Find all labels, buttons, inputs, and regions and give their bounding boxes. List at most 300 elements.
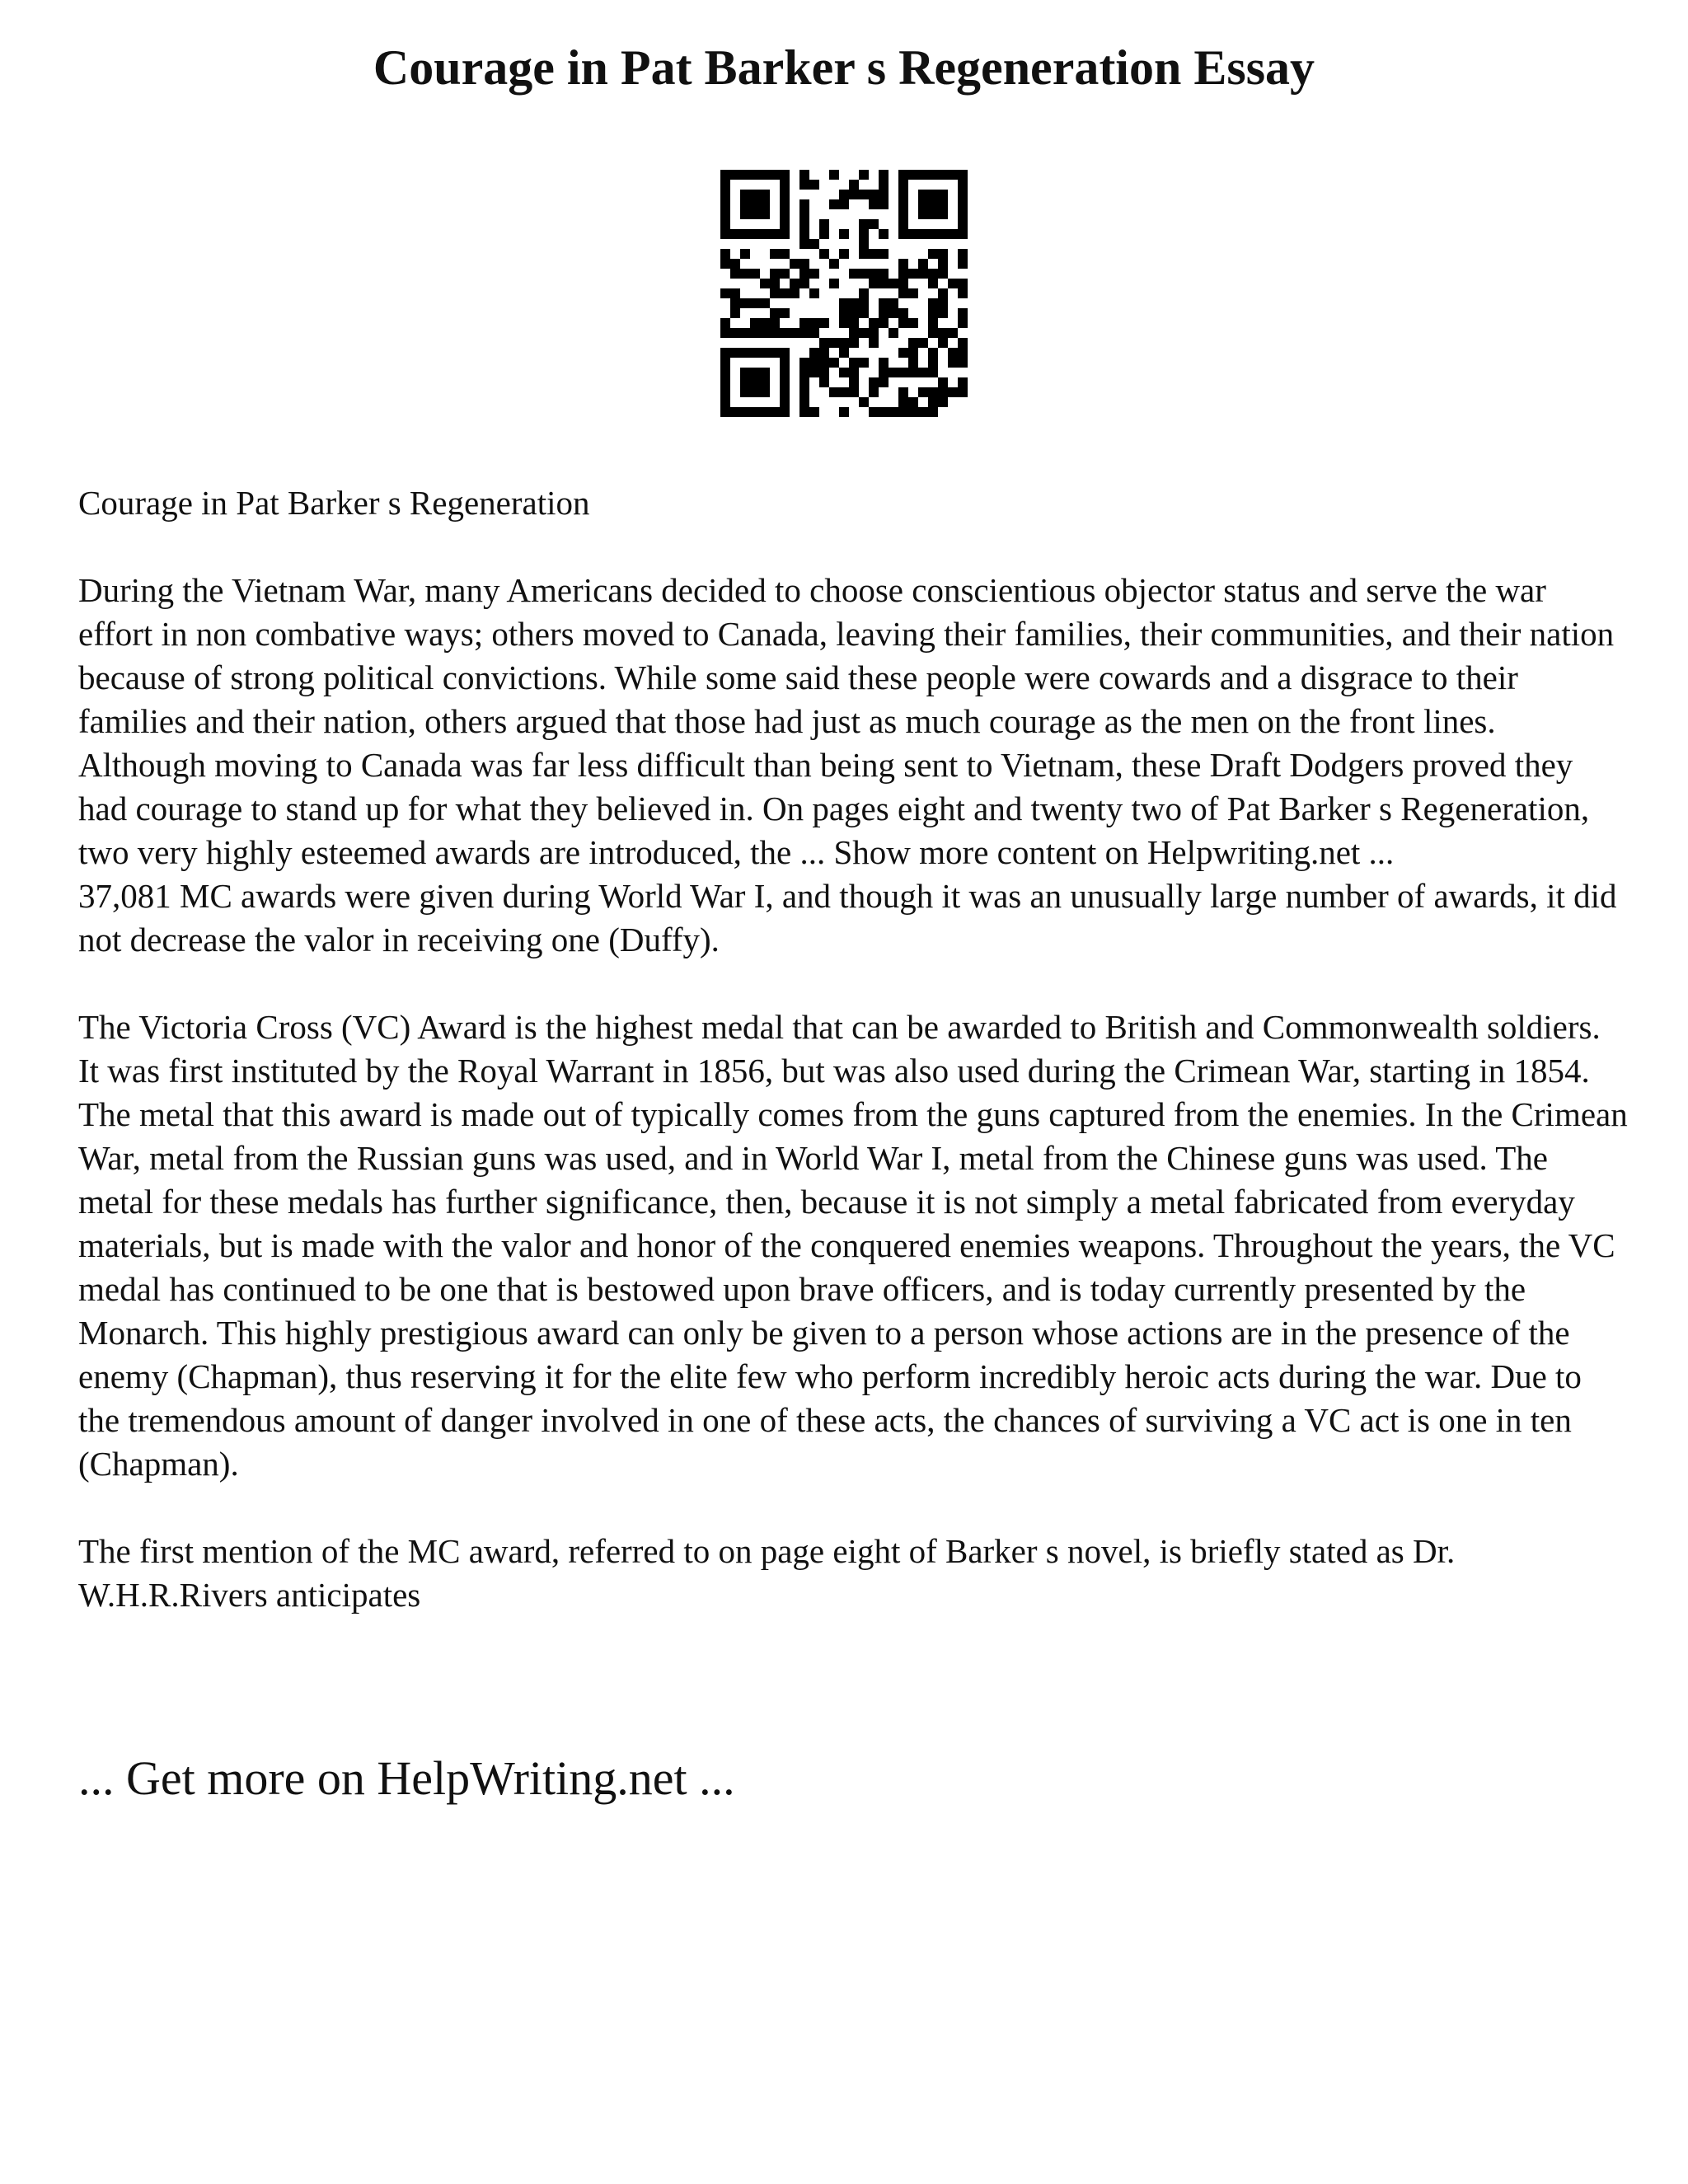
qr-module xyxy=(750,199,760,209)
qr-module xyxy=(829,259,839,269)
qr-module xyxy=(770,308,780,318)
document-subtitle: Courage in Pat Barker s Regeneration xyxy=(78,484,590,522)
qr-module xyxy=(750,387,760,397)
qr-module xyxy=(770,249,780,259)
qr-module xyxy=(720,377,730,387)
document-body xyxy=(78,481,1628,1617)
qr-module xyxy=(958,190,968,199)
qr-module xyxy=(938,229,948,239)
qr-module xyxy=(760,318,770,328)
qr-module xyxy=(869,318,879,328)
qr-module xyxy=(958,348,968,358)
qr-module xyxy=(819,229,829,239)
qr-module xyxy=(898,259,908,269)
qr-module xyxy=(799,397,809,407)
qr-module xyxy=(720,259,730,269)
qr-module xyxy=(720,288,730,298)
qr-module xyxy=(760,229,770,239)
qr-module xyxy=(918,269,928,279)
qr-module xyxy=(938,269,948,279)
qr-module xyxy=(918,199,928,209)
qr-module xyxy=(750,377,760,387)
qr-module xyxy=(938,170,948,180)
qr-module xyxy=(938,249,948,259)
paragraph-3: The Victoria Cross (VC) Award is the highest medal that can be awarded to British and Commonwealth soldiers. It was first instituted by the Royal Warrant in 1856, but was also used during the Crimean War, starting in 1854. The metal that this award is made out of typically comes from the guns captured from the enemies. In the Crimean War, metal from the Russian guns was used, and in World War I, metal from the Chinese guns was used. The metal for these medals has further significance, then, because it is not simply a metal fabricated from everyday materials, but is made with the valor and honor of the conquered enemies weapons. Throughout the years, the VC medal has continued to be one that is bestowed upon brave officers, and is today currently presented by the Monarch. This highly prestigious award can only be given to a person whose actions are in the presence of the enemy (Chapman), thus reserving it for the elite few who perform incredibly heroic acts during the war. Due to the tremendous amount of danger involved in one of these acts, the chances of surviving a VC act is one in ten (Chapman). xyxy=(78,1008,1628,1483)
qr-module xyxy=(839,249,849,259)
qr-module xyxy=(849,358,859,368)
qr-module xyxy=(928,397,938,407)
qr-module xyxy=(720,199,730,209)
qr-module xyxy=(928,368,938,377)
qr-module xyxy=(849,387,859,397)
qr-module xyxy=(849,377,859,387)
qr-module xyxy=(790,328,799,338)
qr-module xyxy=(908,229,918,239)
qr-module xyxy=(760,279,770,288)
qr-module xyxy=(948,328,958,338)
qr-module xyxy=(839,348,849,358)
qr-module xyxy=(770,348,780,358)
qr-module xyxy=(720,170,730,180)
qr-module xyxy=(760,377,770,387)
qr-module xyxy=(839,407,849,417)
qr-module xyxy=(958,170,968,180)
qr-module xyxy=(898,318,908,328)
qr-module xyxy=(938,377,948,387)
qr-module xyxy=(879,318,889,328)
qr-module xyxy=(879,308,889,318)
qr-module xyxy=(780,190,790,199)
paragraph-4: The first mention of the MC award, referred to on page eight of Barker s novel, is briefly stated as Dr. W.H.R.Rivers anticipates xyxy=(78,1532,1456,1614)
qr-module xyxy=(720,180,730,190)
qr-module xyxy=(720,190,730,199)
qr-module xyxy=(859,288,869,298)
qr-module xyxy=(869,387,879,397)
qr-module xyxy=(918,387,928,397)
qr-module xyxy=(889,298,898,308)
qr-module xyxy=(780,407,790,417)
qr-module xyxy=(859,239,869,249)
qr-module xyxy=(958,377,968,387)
qr-module xyxy=(938,397,948,407)
qr-module xyxy=(799,239,809,249)
qr-module xyxy=(740,298,750,308)
qr-module xyxy=(720,387,730,397)
qr-module xyxy=(898,407,908,417)
qr-module xyxy=(780,328,790,338)
qr-module xyxy=(879,407,889,417)
qr-module xyxy=(730,348,740,358)
qr-module xyxy=(859,249,869,259)
qr-module xyxy=(879,298,889,308)
qr-module xyxy=(869,338,879,348)
qr-code-icon xyxy=(720,170,968,417)
qr-module xyxy=(760,368,770,377)
qr-module xyxy=(750,318,760,328)
qr-module xyxy=(839,229,849,239)
qr-module xyxy=(918,368,928,377)
qr-module xyxy=(819,219,829,229)
qr-module xyxy=(829,387,839,397)
qr-module xyxy=(770,269,780,279)
qr-module xyxy=(908,358,918,368)
qr-module xyxy=(869,219,879,229)
qr-module xyxy=(958,358,968,368)
qr-module xyxy=(869,190,879,199)
qr-module xyxy=(938,298,948,308)
qr-module xyxy=(879,279,889,288)
qr-module xyxy=(720,209,730,219)
qr-module xyxy=(829,279,839,288)
qr-module xyxy=(918,229,928,239)
qr-module xyxy=(928,229,938,239)
qr-module xyxy=(740,348,750,358)
qr-module xyxy=(958,199,968,209)
qr-module xyxy=(898,190,908,199)
qr-module xyxy=(839,199,849,209)
qr-module xyxy=(839,387,849,397)
qr-module xyxy=(839,308,849,318)
qr-module xyxy=(839,190,849,199)
qr-module xyxy=(720,229,730,239)
qr-module xyxy=(760,348,770,358)
qr-module xyxy=(958,219,968,229)
qr-module xyxy=(829,338,839,348)
qr-module xyxy=(839,338,849,348)
qr-module xyxy=(928,407,938,417)
qr-module xyxy=(859,308,869,318)
qr-module xyxy=(780,288,790,298)
qr-module xyxy=(859,269,869,279)
qr-module xyxy=(958,229,968,239)
qr-module xyxy=(809,368,819,377)
qr-module xyxy=(730,298,740,308)
qr-module xyxy=(879,249,889,259)
qr-module xyxy=(879,368,889,377)
qr-module xyxy=(799,269,809,279)
qr-module xyxy=(928,249,938,259)
qr-module xyxy=(859,358,869,368)
qr-module xyxy=(928,308,938,318)
qr-module xyxy=(839,368,849,377)
qr-module xyxy=(740,249,750,259)
qr-module xyxy=(740,387,750,397)
qr-module xyxy=(799,229,809,239)
qr-module xyxy=(948,358,958,368)
qr-module xyxy=(799,170,809,180)
qr-module xyxy=(730,229,740,239)
qr-module xyxy=(760,387,770,397)
qr-module xyxy=(740,328,750,338)
qr-module xyxy=(928,170,938,180)
qr-module xyxy=(799,180,809,190)
qr-module xyxy=(849,190,859,199)
qr-module xyxy=(889,279,898,288)
qr-module xyxy=(869,249,879,259)
qr-module xyxy=(869,279,879,288)
qr-module xyxy=(938,288,948,298)
qr-module xyxy=(780,387,790,397)
qr-module xyxy=(908,288,918,298)
qr-module xyxy=(958,387,968,397)
qr-module xyxy=(879,180,889,190)
qr-module xyxy=(750,298,760,308)
qr-module xyxy=(869,269,879,279)
qr-module xyxy=(770,318,780,328)
qr-module xyxy=(928,358,938,368)
qr-module xyxy=(898,219,908,229)
qr-module xyxy=(829,358,839,368)
qr-module xyxy=(730,259,740,269)
qr-module xyxy=(760,199,770,209)
qr-module xyxy=(898,387,908,397)
qr-module xyxy=(730,328,740,338)
qr-module xyxy=(720,249,730,259)
qr-module xyxy=(869,377,879,387)
qr-module xyxy=(809,407,819,417)
qr-module xyxy=(879,377,889,387)
qr-module xyxy=(898,348,908,358)
qr-module xyxy=(799,318,809,328)
qr-module xyxy=(948,348,958,358)
qr-module xyxy=(958,249,968,259)
qr-module xyxy=(918,259,928,269)
qr-module xyxy=(809,288,819,298)
qr-module xyxy=(869,328,879,338)
qr-module xyxy=(799,219,809,229)
qr-module xyxy=(849,269,859,279)
qr-module xyxy=(908,348,918,358)
qr-module xyxy=(799,259,809,269)
qr-module xyxy=(780,348,790,358)
qr-module xyxy=(948,229,958,239)
qr-module xyxy=(730,407,740,417)
qr-module xyxy=(869,199,879,209)
qr-module xyxy=(780,269,790,279)
qr-module xyxy=(879,229,889,239)
qr-module xyxy=(928,279,938,288)
qr-module xyxy=(750,229,760,239)
qr-module xyxy=(790,288,799,298)
qr-module xyxy=(780,358,790,368)
qr-module xyxy=(849,328,859,338)
qr-module xyxy=(790,259,799,269)
qr-module xyxy=(760,209,770,219)
qr-module xyxy=(849,180,859,190)
qr-module xyxy=(938,199,948,209)
qr-module xyxy=(849,338,859,348)
qr-module xyxy=(740,190,750,199)
qr-module xyxy=(790,279,799,288)
qr-module xyxy=(819,318,829,328)
qr-module xyxy=(849,318,859,328)
qr-module xyxy=(720,219,730,229)
qr-module xyxy=(829,199,839,209)
qr-module xyxy=(849,368,859,377)
qr-module xyxy=(780,377,790,387)
qr-module xyxy=(819,377,829,387)
qr-module xyxy=(720,358,730,368)
qr-module xyxy=(829,170,839,180)
qr-module xyxy=(780,249,790,259)
qr-module xyxy=(740,407,750,417)
document-title: Courage in Pat Barker s Regeneration Essay xyxy=(373,40,1315,95)
qr-module xyxy=(849,298,859,308)
qr-module xyxy=(908,318,918,328)
qr-module xyxy=(799,368,809,377)
qr-module xyxy=(720,318,730,328)
qr-module xyxy=(958,180,968,190)
qr-module xyxy=(770,170,780,180)
qr-module xyxy=(750,348,760,358)
qr-module xyxy=(809,269,819,279)
qr-module xyxy=(928,190,938,199)
qr-module xyxy=(938,387,948,397)
qr-module xyxy=(958,338,968,348)
qr-module xyxy=(760,190,770,199)
qr-module xyxy=(938,209,948,219)
qr-module xyxy=(859,170,869,180)
qr-module xyxy=(809,239,819,249)
qr-module xyxy=(809,328,819,338)
qr-module xyxy=(780,397,790,407)
qr-module xyxy=(760,170,770,180)
qr-module xyxy=(770,407,780,417)
qr-module xyxy=(750,269,760,279)
get-more-link[interactable]: ... Get more on HelpWriting.net ... xyxy=(78,1751,735,1805)
qr-module xyxy=(958,259,968,269)
paragraph-1: During the Vietnam War, many Americans decided to choose conscientious objector status and serve the war effort in non combative ways; others moved to Canada, leaving their families, their communities, and their nation because of strong political convictions. While some said these people were cowards and a disgrace to their families and their nation, others argued that those had just as much courage as the men on the front lines. Although moving to Canada was far less difficult than being sent to Vietnam, these Draft Dodgers proved they had courage to stand up for what they believed in. On pages eight and twenty two of Pat Barker s Regeneration, two very highly esteemed awards are introduced, the ... Show more content on Helpwriting.net ... xyxy=(78,571,1615,871)
qr-module xyxy=(908,338,918,348)
qr-module xyxy=(889,407,898,417)
qr-module xyxy=(898,229,908,239)
qr-module xyxy=(879,358,889,368)
qr-module xyxy=(750,368,760,377)
qr-module xyxy=(819,348,829,358)
paragraph-2: 37,081 MC awards were given during World War I, and though it was an unusually large number of awards, it did not decrease the valor in receiving one (Duffy). xyxy=(78,877,1617,958)
qr-module xyxy=(750,209,760,219)
qr-module xyxy=(750,407,760,417)
qr-module xyxy=(958,318,968,328)
qr-module xyxy=(809,348,819,358)
qr-module xyxy=(938,328,948,338)
qr-module xyxy=(928,269,938,279)
qr-module xyxy=(898,308,908,318)
qr-module xyxy=(799,279,809,288)
qr-module xyxy=(780,229,790,239)
qr-module xyxy=(730,288,740,298)
qr-module xyxy=(760,407,770,417)
qr-module xyxy=(958,288,968,298)
qr-module xyxy=(780,219,790,229)
qr-module xyxy=(720,407,730,417)
qr-module xyxy=(918,338,928,348)
qr-module xyxy=(879,170,889,180)
qr-module xyxy=(928,387,938,397)
qr-module xyxy=(720,328,730,338)
qr-module xyxy=(879,269,889,279)
qr-module xyxy=(918,170,928,180)
qr-module xyxy=(908,170,918,180)
qr-module xyxy=(889,328,898,338)
qr-module xyxy=(928,298,938,308)
qr-module xyxy=(889,368,898,377)
qr-module xyxy=(770,328,780,338)
qr-module xyxy=(879,199,889,209)
qr-module xyxy=(819,368,829,377)
qr-module xyxy=(938,190,948,199)
qr-module xyxy=(809,180,819,190)
qr-module xyxy=(938,308,948,318)
qr-module xyxy=(720,348,730,358)
qr-module xyxy=(898,288,908,298)
qr-module xyxy=(730,308,740,318)
qr-module xyxy=(869,407,879,417)
qr-module xyxy=(938,259,948,269)
qr-module xyxy=(859,298,869,308)
qr-module xyxy=(948,170,958,180)
qr-module xyxy=(918,407,928,417)
qr-module xyxy=(740,269,750,279)
qr-module xyxy=(889,308,898,318)
qr-module xyxy=(780,368,790,377)
qr-module xyxy=(898,397,908,407)
qr-module xyxy=(839,298,849,308)
qr-module xyxy=(750,328,760,338)
qr-module xyxy=(819,338,829,348)
qr-module xyxy=(958,209,968,219)
qr-module xyxy=(780,180,790,190)
qr-module xyxy=(740,170,750,180)
qr-module xyxy=(928,348,938,358)
qr-module xyxy=(720,397,730,407)
qr-module xyxy=(770,288,780,298)
qr-module xyxy=(908,269,918,279)
qr-module xyxy=(839,318,849,328)
qr-module xyxy=(730,269,740,279)
qr-module xyxy=(750,170,760,180)
qr-module xyxy=(780,170,790,180)
qr-module xyxy=(780,209,790,219)
qr-module xyxy=(799,358,809,368)
qr-module xyxy=(819,249,829,259)
qr-module xyxy=(819,358,829,368)
qr-module xyxy=(740,199,750,209)
qr-module xyxy=(799,377,809,387)
qr-module xyxy=(799,328,809,338)
qr-module xyxy=(760,328,770,338)
qr-module xyxy=(750,190,760,199)
qr-module xyxy=(879,190,889,199)
qr-module xyxy=(898,368,908,377)
qr-module xyxy=(799,209,809,219)
qr-module xyxy=(770,279,780,288)
qr-module xyxy=(908,407,918,417)
qr-module xyxy=(948,387,958,397)
qr-module xyxy=(918,209,928,219)
qr-module xyxy=(898,199,908,209)
qr-module xyxy=(928,328,938,338)
qr-module xyxy=(938,338,948,348)
qr-module xyxy=(918,190,928,199)
qr-module xyxy=(898,180,908,190)
qr-module xyxy=(928,318,938,328)
qr-module xyxy=(898,209,908,219)
qr-module xyxy=(948,279,958,288)
qr-module xyxy=(928,199,938,209)
qr-module xyxy=(740,368,750,377)
qr-module xyxy=(958,308,968,318)
